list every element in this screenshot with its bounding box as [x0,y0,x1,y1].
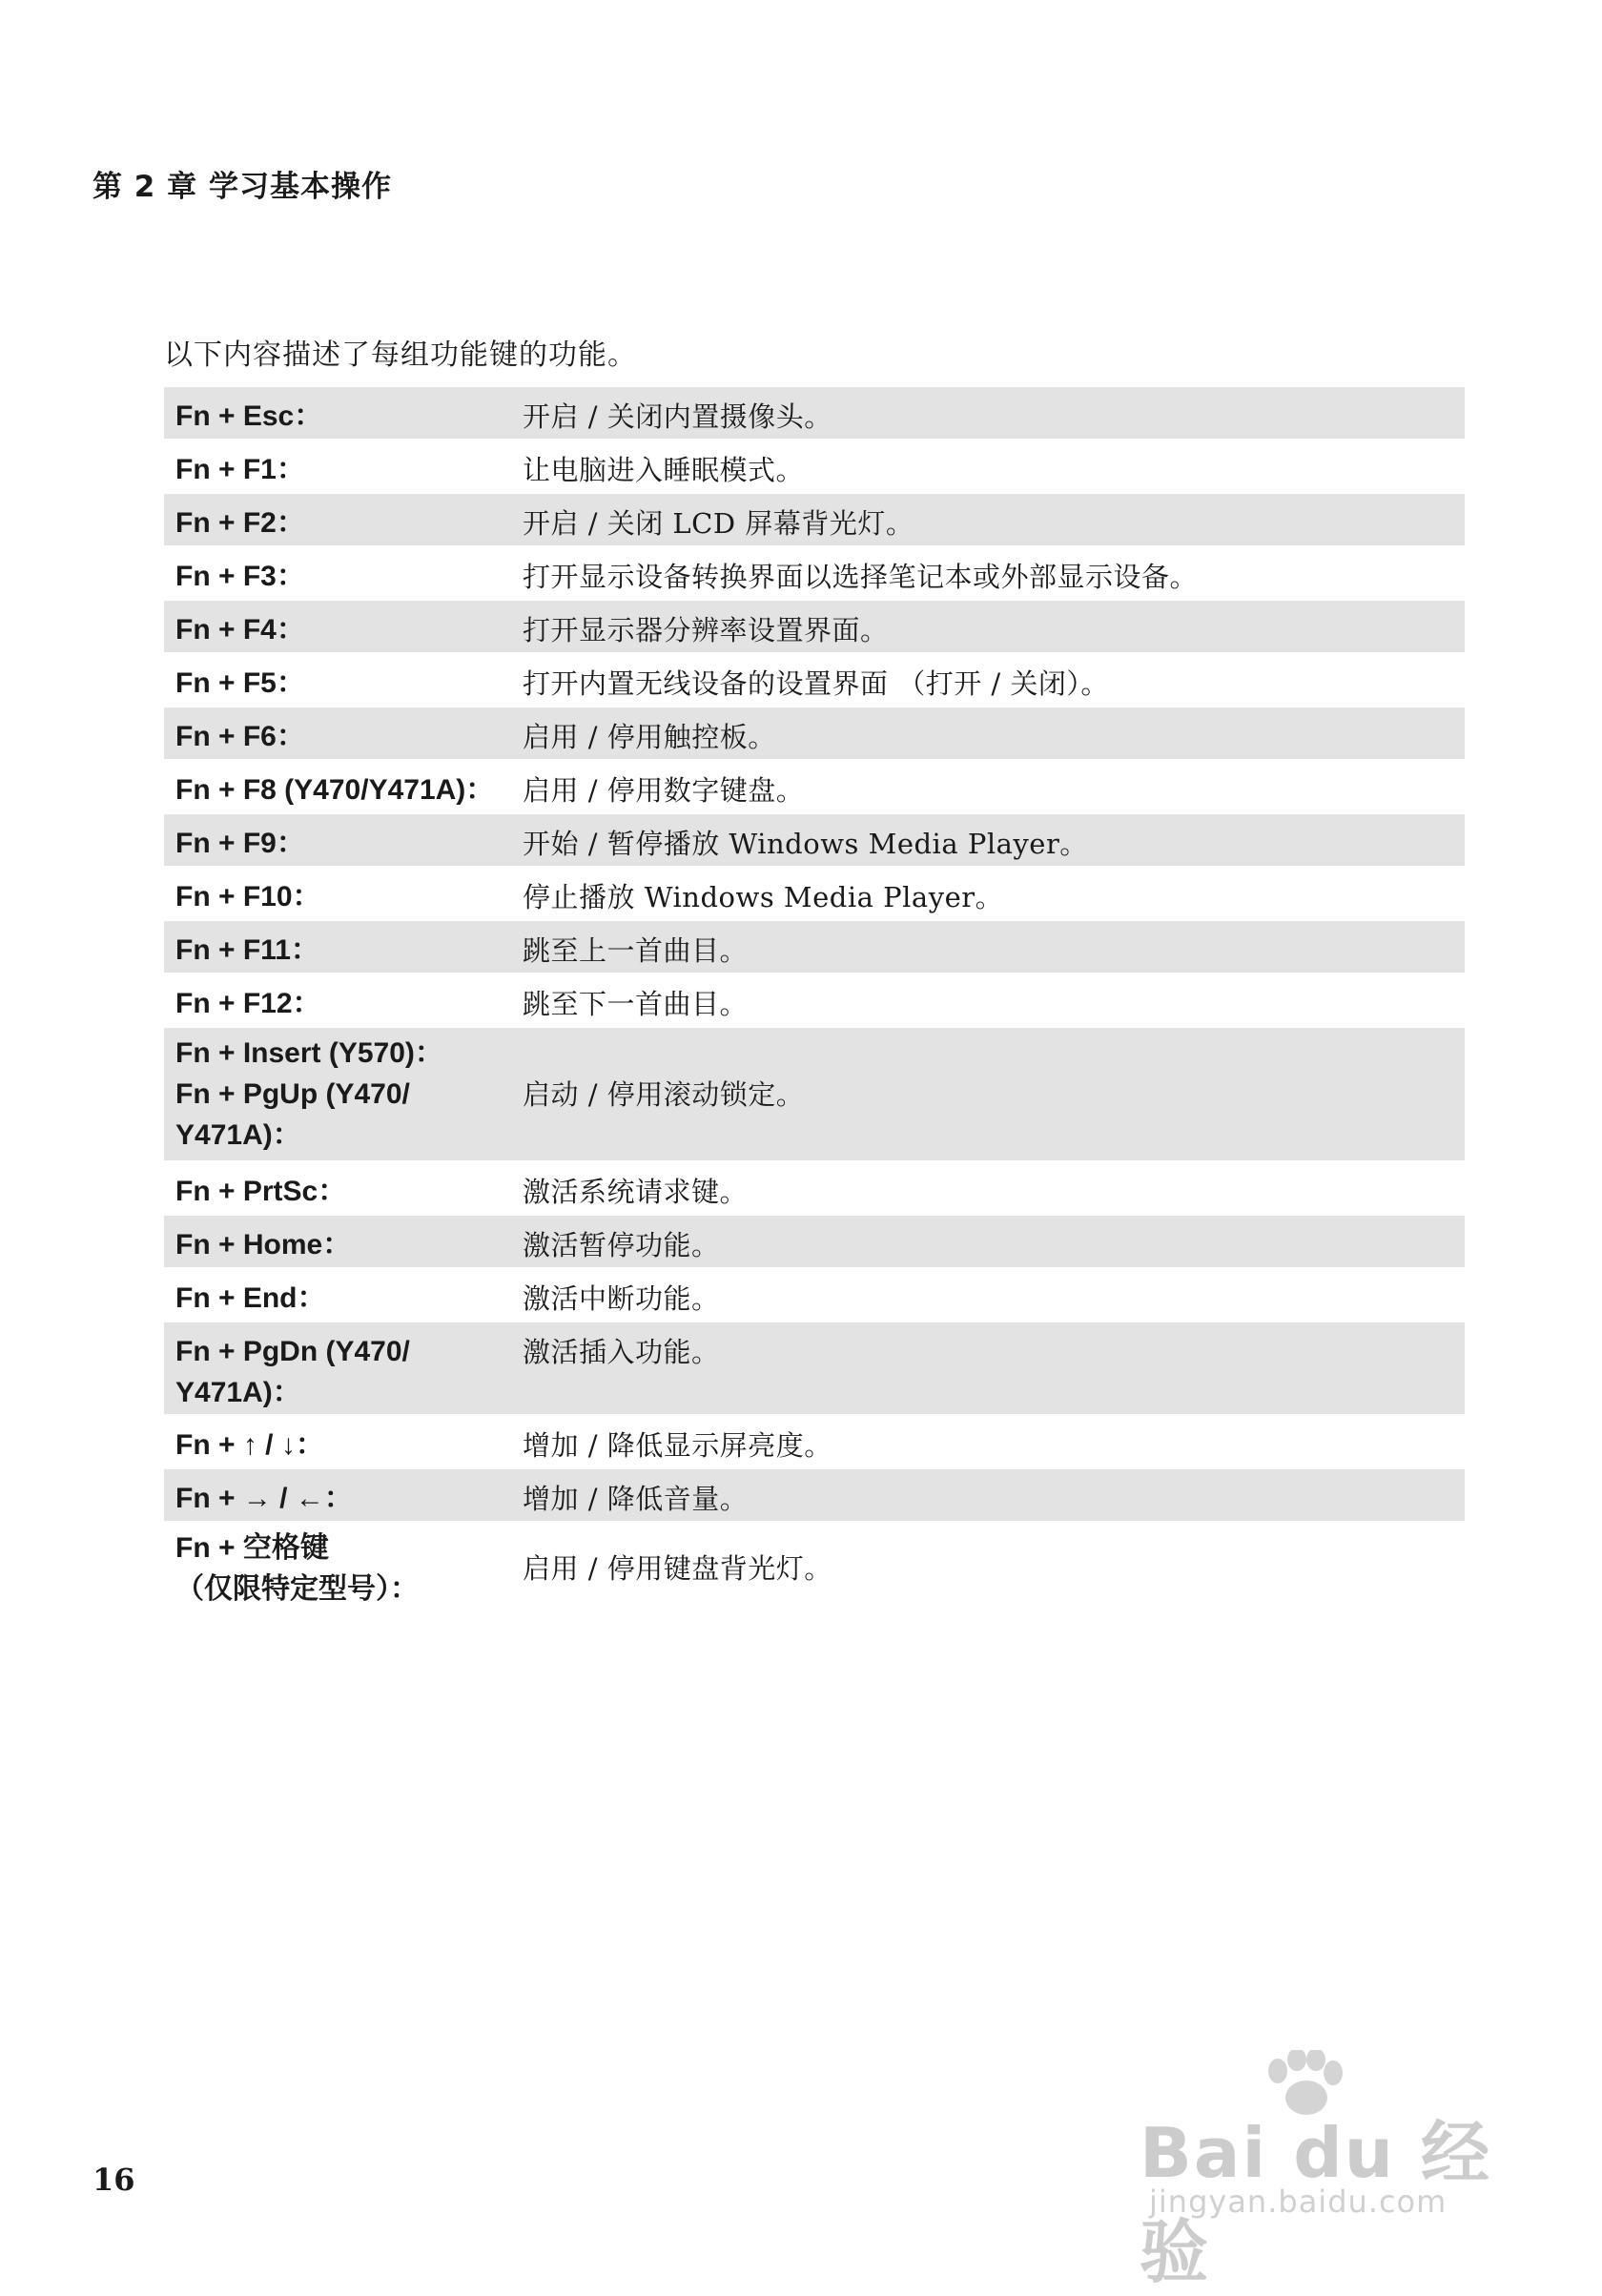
key-combo: Fn + F10： [175,881,321,912]
key-combo: Fn + PrtSc： [175,1176,347,1207]
key-combo: Fn + F9： [175,828,305,859]
watermark-brand: Bai du 经验 [1140,2113,1492,2292]
key-description: 激活暂停功能。 [523,1229,720,1261]
table-row [164,1469,1465,1523]
key-combo: Fn + Home： [175,1229,352,1261]
table-row [164,761,1465,814]
watermark-url: jingyan.baidu.com [1149,2183,1448,2220]
key-combo: Fn + Insert (Y570)： Fn + PgUp (Y470/ Y471A)： [175,1037,443,1151]
table-row [164,1269,1465,1322]
key-description: 打开内置无线设备的设置界面 （打开 / 关闭）。 [523,667,1109,700]
table-row [164,387,1465,441]
key-combo: Fn + PgDn (Y470/ Y471A)： [175,1336,410,1408]
table-row [164,1322,1465,1416]
key-combo: Fn + → / ←： [175,1483,353,1514]
table-row [164,707,1465,761]
table-row [164,868,1465,921]
key-description: 激活中断功能。 [523,1282,720,1315]
table-row [164,1162,1465,1216]
key-combo: Fn + End： [175,1282,326,1314]
key-combo: Fn + 空格键 （仅限特定型号）： [175,1532,419,1605]
key-description: 跳至下一首曲目。 [523,988,749,1020]
table-row [164,1523,1465,1616]
key-description: 启用 / 停用数字键盘。 [523,774,805,807]
key-description: 开启 / 关闭内置摄像头。 [523,400,832,433]
table-row [164,814,1465,868]
key-description: 打开显示设备转换界面以选择笔记本或外部显示设备。 [523,561,1199,593]
key-description: 停止播放 Windows Media Player。 [523,881,1004,913]
intro-text: 以下内容描述了每组功能键的功能。 [164,338,637,372]
key-combo: Fn + F8 (Y470/Y471A)： [175,774,495,806]
page-number: 16 [92,2162,135,2198]
key-description: 增加 / 降低音量。 [523,1483,749,1515]
table-row [164,494,1465,547]
table-row [164,1216,1465,1269]
key-combo: Fn + F4： [175,614,305,646]
key-description: 开启 / 关闭 LCD 屏幕背光灯。 [523,507,914,540]
key-description: 打开显示器分辨率设置界面。 [523,614,889,646]
key-combo: Fn + F6： [175,721,305,752]
table-row [164,441,1465,494]
key-combo: Fn + F5： [175,667,305,699]
key-description: 启用 / 停用键盘背光灯。 [523,1552,832,1585]
table-row [164,1028,1465,1162]
table-row [164,974,1465,1028]
key-description: 让电脑进入睡眠模式。 [523,454,805,486]
key-description: 激活插入功能。 [523,1336,720,1368]
chapter-heading: 第 2 章 学习基本操作 [92,170,392,204]
key-combo: Fn + F2： [175,507,305,539]
function-key-table [164,387,1465,1616]
key-combo: Fn + F3： [175,561,305,592]
key-description: 增加 / 降低显示屏亮度。 [523,1429,832,1462]
table-row [164,547,1465,601]
key-description: 启动 / 停用滚动锁定。 [523,1077,805,1111]
key-combo: Fn + Esc： [175,400,323,432]
key-description: 激活系统请求键。 [523,1176,749,1208]
table-row [164,654,1465,707]
key-description: 开始 / 暂停播放 Windows Media Player。 [523,828,1088,860]
table-row [164,921,1465,974]
watermark [1140,2050,1521,2292]
key-combo: Fn + F1： [175,454,305,485]
table-row [164,1416,1465,1469]
key-description: 跳至上一首曲目。 [523,934,749,967]
key-combo: Fn + F12： [175,988,321,1019]
key-combo: Fn + F11： [175,934,319,966]
key-combo: Fn + ↑ / ↓： [175,1429,324,1461]
key-description: 启用 / 停用触控板。 [523,721,776,753]
table-row [164,601,1465,654]
